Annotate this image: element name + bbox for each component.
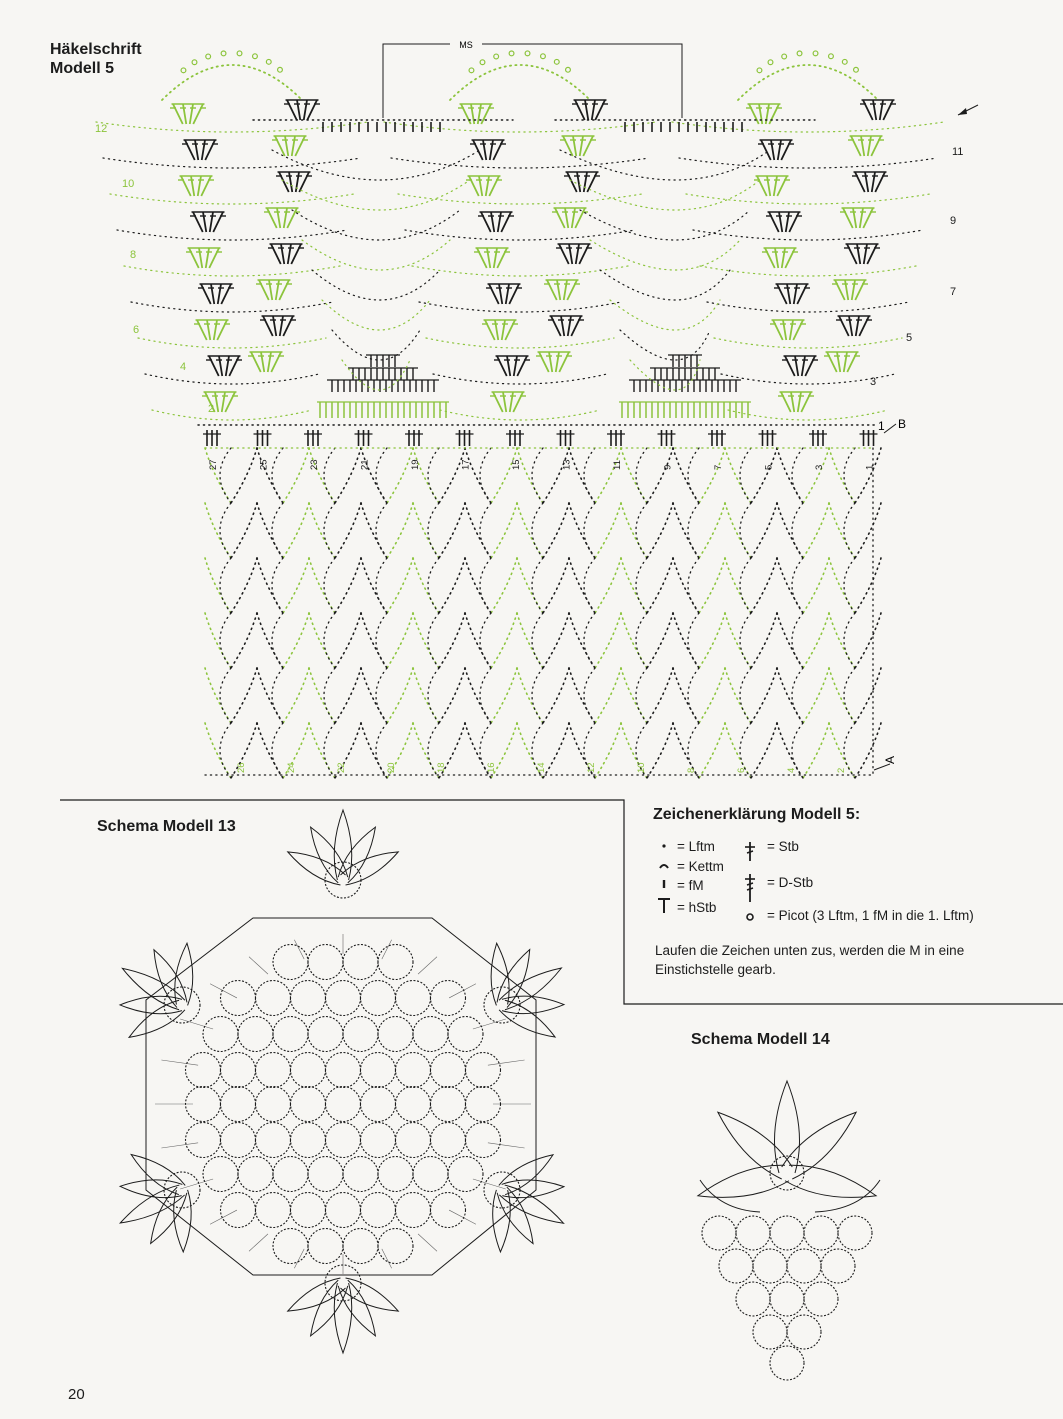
row-number-left: 8 [130,249,137,261]
grape-circle [736,1282,770,1316]
schema14-title: Schema Modell 14 [691,1031,830,1048]
grape-circle [804,1216,838,1250]
grape-circle [719,1249,753,1283]
grape-circle [753,1249,787,1283]
col-number-bottom: 4 [786,767,797,773]
petal [785,1165,876,1197]
col-number-top: 17 [460,459,472,470]
grape-circle [804,1282,838,1316]
petal [698,1165,789,1197]
row-number-right: 9 [950,215,957,227]
grape-circle [770,1156,804,1190]
col-number-bottom: 24 [286,762,297,773]
col-number-top: 15 [511,459,522,470]
legend-item-stb: = Stb [767,839,799,854]
col-number-bottom: 6 [736,767,747,773]
chart-title-line1: Häkelschrift [50,41,142,58]
col-number-top: 11 [612,460,623,470]
ms-label: MS [459,40,473,50]
col-number-bottom: 16 [486,762,497,773]
col-number-top: 7 [713,464,724,470]
chart-title-line2: Modell 5 [50,60,115,77]
col-number-bottom: 26 [236,762,247,773]
col-number-top: 13 [561,459,573,470]
row-number-left: 12 [95,123,108,135]
col-number-top: 27 [208,459,219,470]
row-number-right: 5 [906,332,913,344]
grape-circle [787,1249,821,1283]
row-number-left: 4 [180,361,187,373]
legend-item-lftm: = Lftm [677,839,715,854]
grape-circle [702,1216,736,1250]
col-number-bottom: 18 [436,762,447,773]
grape-circle [787,1315,821,1349]
legend-item-fm: = fM [677,878,704,893]
marker-b: B [898,417,907,431]
leaf-edge [700,1180,760,1212]
row-number-right: 7 [950,286,957,298]
col-number-bottom: 14 [536,762,547,773]
grape-circle [838,1216,872,1250]
schema13-title: Schema Modell 13 [97,818,236,835]
col-number-bottom: 10 [636,762,647,773]
col-number-top: 3 [814,464,825,470]
col-number-top: 25 [258,459,270,470]
marker-one: 1 [878,419,885,433]
page-number: 20 [68,1386,85,1403]
row-number-left: 6 [133,324,140,336]
legend-note: Laufen die Zeichen unten zus, werden die M in eine Einstichstelle gearb. [655,943,965,977]
col-number-bottom: 22 [336,762,347,773]
row-number-right: 3 [870,376,877,388]
legend-item-kettm: = Kettm [677,859,724,874]
col-number-bottom: 2 [836,767,847,773]
petal [718,1112,792,1179]
col-number-top: 21 [359,459,371,470]
grape-circle [770,1282,804,1316]
legend-title: Zeichenerklärung Modell 5: [653,806,861,823]
col-number-bottom: 8 [686,767,697,773]
col-number-top: 19 [410,459,421,470]
row-number-left: 10 [122,178,135,190]
grape-circle [753,1315,787,1349]
grape-circle [770,1216,804,1250]
grape-circles [702,1156,872,1380]
col-number-top: 1 [864,464,876,470]
col-number-top: 5 [763,464,775,470]
row-number-left: 2 [208,403,215,415]
grape-circle [821,1249,855,1283]
col-number-bottom: 12 [586,762,597,773]
grape-circle [770,1346,804,1380]
col-number-bottom: 20 [386,762,397,773]
marker-a: A [883,755,897,764]
grape-leaf [698,1081,880,1212]
row-number-right: 11 [952,146,964,158]
legend-item-picot: = Picot (3 Lftm, 1 fM in die 1. Lftm) [767,908,974,923]
legend-item-dstb: = D-Stb [767,875,814,890]
legend-item-hstb: = hStb [677,900,717,915]
col-number-top: 23 [309,459,320,470]
col-number-top: 9 [662,464,674,470]
petal [782,1112,856,1179]
grape-circle [736,1216,770,1250]
